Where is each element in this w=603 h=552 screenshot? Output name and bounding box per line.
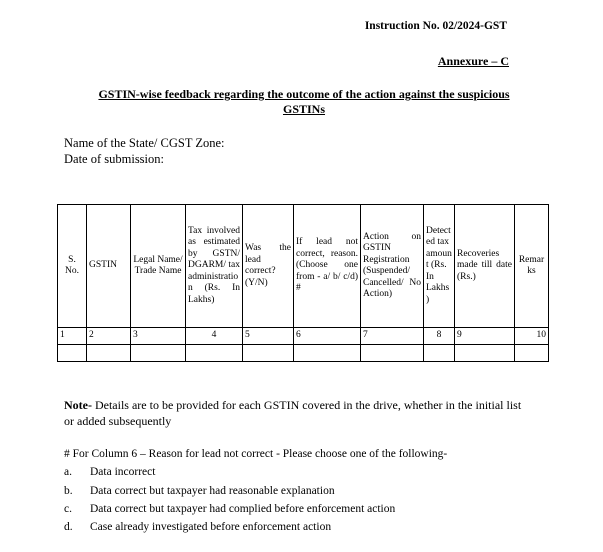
column6-intro: # For Column 6 – Reason for lead not correct - Please choose one of the following-	[64, 448, 448, 460]
note-label: Note-	[64, 398, 92, 412]
list-text: Data correct but taxpayer had reasonable explanation	[90, 485, 335, 497]
table-cell	[58, 345, 87, 362]
list-item	[64, 466, 155, 478]
list-letter: b.	[64, 485, 73, 497]
table-cell	[361, 345, 424, 362]
col-number: 6	[294, 328, 361, 345]
table-header-row	[58, 205, 549, 328]
annexure-label: Annexure – C	[437, 54, 509, 68]
table-cell	[424, 345, 455, 362]
col-number: 2	[87, 328, 131, 345]
table-cell	[515, 345, 549, 362]
table-cell	[294, 345, 361, 362]
col-header-tax-involved: Tax involved as estimated by GSTN/ DGARM/ tax administration (Rs. In Lakhs)	[186, 205, 243, 328]
table-number-row	[58, 328, 549, 345]
col-header-sno: S. No.	[58, 205, 87, 328]
col-number: 3	[131, 328, 186, 345]
col-header-action: Action on GSTIN Registration (Suspended/ Cancelled/ No Action)	[361, 205, 424, 328]
list-text: Data incorrect	[90, 466, 156, 478]
instruction-number: Instruction No. 02/2024-GST	[364, 20, 507, 32]
col-header-detected-tax: Detected tax amount (Rs. In Lakhs)	[424, 205, 455, 328]
table-cell	[455, 345, 515, 362]
list-item	[64, 485, 335, 497]
list-letter: a.	[64, 466, 72, 478]
document-title: GSTIN-wise feedback regarding the outcome of the action against the suspicious GSTINs	[98, 87, 510, 116]
state-zone-label: Name of the State/ CGST Zone:	[64, 136, 225, 150]
col-header-lead-correct: Was the lead correct? (Y/N)	[243, 205, 294, 328]
submission-date-label: Date of submission:	[64, 152, 164, 166]
col-number: 9	[455, 328, 515, 345]
col-number: 5	[243, 328, 294, 345]
col-number: 1	[58, 328, 87, 345]
col-header-recoveries: Recoveries made till date (Rs.)	[455, 205, 515, 328]
col-header-reason: If lead not correct, reason. (Choose one from - a/ b/ c/d) #	[294, 205, 361, 328]
note-paragraph	[64, 397, 534, 429]
col-header-remarks: Remarks	[515, 205, 549, 328]
table-cell	[87, 345, 131, 362]
list-item	[64, 521, 331, 533]
col-number: 10	[515, 328, 549, 345]
col-header-legal-name: Legal Name/ Trade Name	[131, 205, 186, 328]
list-letter: d.	[64, 521, 73, 533]
table-cell	[243, 345, 294, 362]
note-text: Details are to be provided for each GSTIN covered in the drive, whether in the initial list or added subsequently	[64, 398, 522, 428]
table-cell	[131, 345, 186, 362]
feedback-table	[57, 204, 549, 362]
list-text: Case already investigated before enforcement action	[90, 521, 332, 533]
table-cell	[186, 345, 243, 362]
list-letter: c.	[64, 503, 72, 515]
col-number: 4	[186, 328, 243, 345]
list-item	[64, 503, 395, 515]
col-number: 7	[361, 328, 424, 345]
col-number: 8	[424, 328, 455, 345]
list-text: Data correct but taxpayer had complied before enforcement action	[90, 503, 396, 515]
table-empty-row	[58, 345, 549, 362]
col-header-gstin: GSTIN	[87, 205, 131, 328]
